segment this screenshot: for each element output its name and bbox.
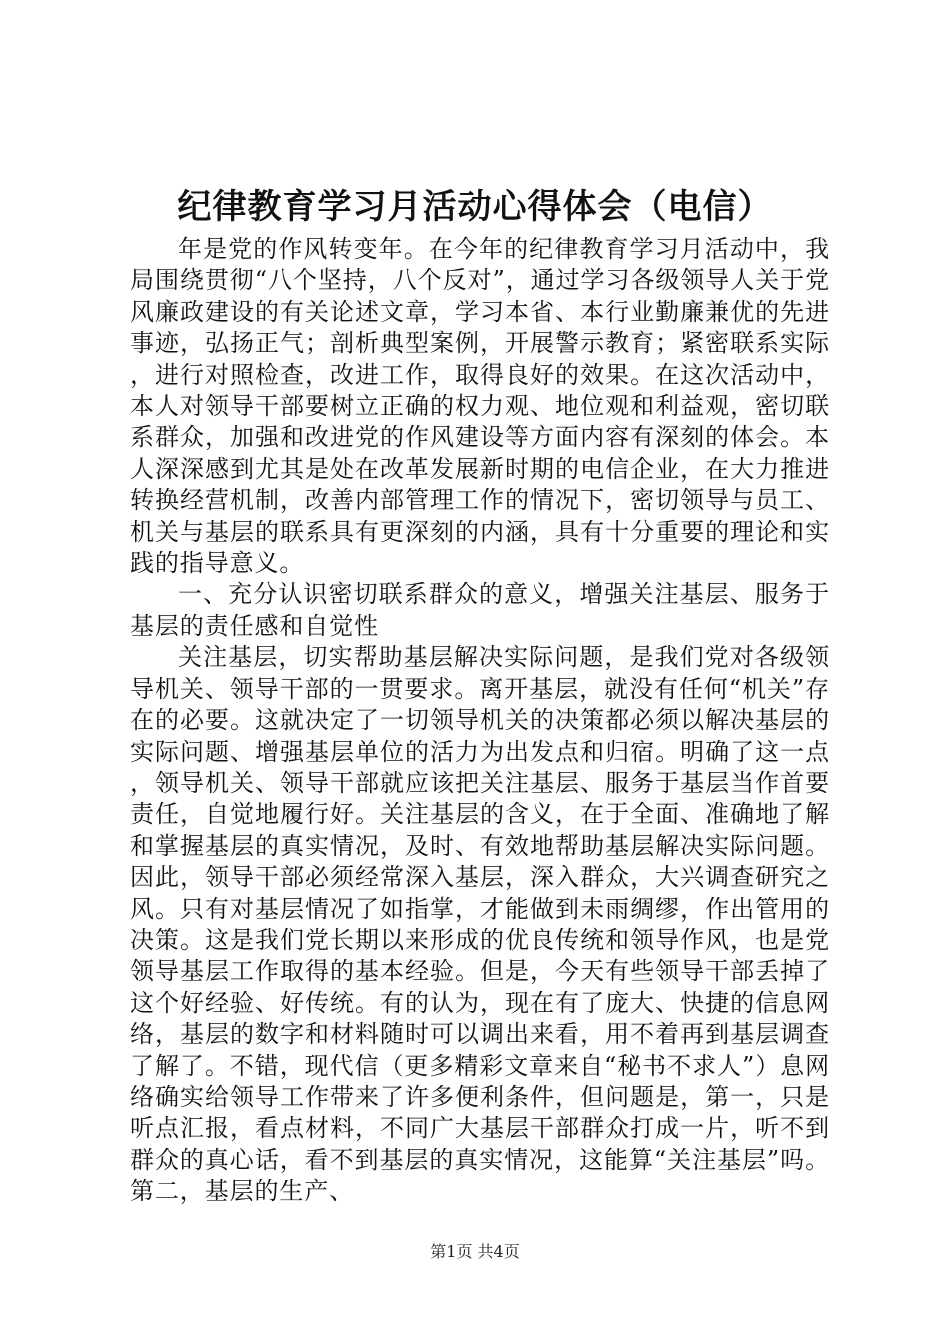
paragraph-section-heading: 一、充分认识密切联系群众的意义，增强关注基层、服务于基层的责任感和自觉性 — [130, 580, 830, 640]
paragraph-main: 关注基层，切实帮助基层解决实际问题，是我们党对各级领导机关、领导干部的一贯要求。离开基层，就没有任何“机关”存在的必要。这就决定了一切领导机关的决策都必须以解决基层的实际问题、增强基层单位的活力为出发点和归宿。明确了这一点，领导机关、领导干部就应该把关注基层、服务于基层当作首要责任，自觉地履行好。关注基层的含义，在于全面、准确地了解和掌握基层的真实情况，及时、有效地帮助基层解决实际问题。因此，领导干部必须经常深入基层，深入群众，大兴调查研究之风。只有对基层情况了如指掌，才能做到未雨绸缪，作出管用的决策。这是我们党长期以来形成的优良传统和领导作风，也是党领导基层工作取得的基本经验。但是，今天有些领导干部丢掉了这个好经验、好传统。有的认为，现在有了庞大、快捷的信息网络，基层的数字和材料随时可以调出来看，用不着再到基层调查了解了。不错，现代信（更多精彩文章来自“秘书不求人”）息网络确实给领导工作带来了许多便利条件，但问题是，第一，只是听点汇报，看点材料，不同广大基层干部群众打成一片，听不到群众的真心话，看不到基层的真实情况，这能算“关注基层”吗。第二，基层的生产、 — [130, 643, 830, 1206]
document-title: 纪律教育学习月活动心得体会（电信） — [177, 187, 773, 227]
document-body — [130, 234, 830, 1208]
page-number: 第1页 共4页 — [430, 1242, 520, 1261]
paragraph-intro: 年是党的作风转变年。在今年的纪律教育学习月活动中，我局围绕贯彻“八个坚持，八个反对”，通过学习各级领导人关于党风廉政建设的有关论述文章，学习本省、本行业勤廉兼优的先进事迹，弘扬正气；剖析典型案例，开展警示教育；紧密联系实际，进行对照检查，改进工作，取得良好的效果。在这次活动中，本人对领导干部要树立正确的权力观、地位观和利益观，密切联系群众，加强和改进党的作风建设等方面内容有深刻的体会。本人深深感到尤其是处在改革发展新时期的电信企业，在大力推进转换经营机制，改善内部管理工作的情况下，密切领导与员工、机关与基层的联系具有更深刻的内涵，具有十分重要的理论和实践的指导意义。 — [130, 235, 830, 578]
